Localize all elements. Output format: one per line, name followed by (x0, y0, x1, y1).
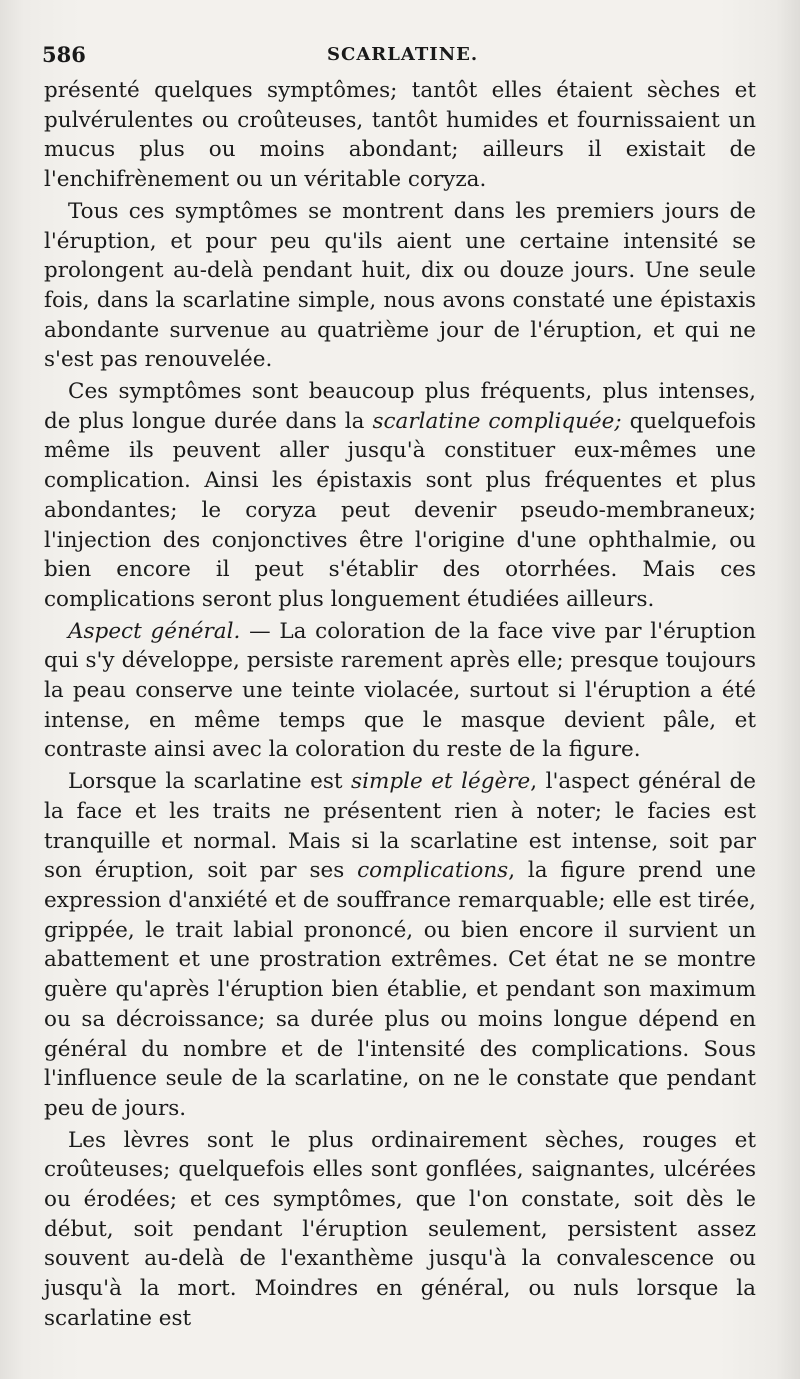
text-segment: — La coloration de la face vive par l'éruption qui s'y développe, persiste rarement après elle; presque toujours la peau conserve une teinte violacée, surtout si l'éruption a été intense, en même temps que le masque devient pâle, et contraste ainsi avec la coloration du reste de la figure. (44, 618, 756, 763)
text-segment: , l'aspect général de la face et les traits ne présentent rien à noter; le facies est tranquille et normal. Mais si la scarlatine est intense, soit par son éruption, soit par ses (44, 769, 756, 884)
text-segment: , la figure prend une expression d'anxiété et de souffrance remarquable; elle est tirée, grippée, le trait labial prononcé, ou bien encore il survient un abattement et une prostration extrêmes. Cet état ne se montre guère qu'après l'éruption bien établie, et pendant son maximum ou sa décroissance; sa durée plus ou moins longue dépend en général du nombre et de l'intensité des complications. Sous l'influence seule de la scarlatine, on ne le constate que pendant peu de jours. (44, 858, 756, 1121)
running-title: SCARLATINE. (327, 44, 479, 65)
italic-text: simple et légère (351, 769, 531, 795)
paragraph (44, 1126, 756, 1334)
paragraph (44, 617, 756, 766)
italic-text: Aspect général. (68, 618, 241, 644)
paragraph (44, 76, 756, 195)
italic-text: complications (357, 858, 509, 884)
italic-text: scarlatine compliquée; (372, 408, 622, 434)
paragraph (44, 197, 756, 375)
page-number: 586 (42, 42, 86, 67)
paragraph (44, 377, 756, 615)
page-header (42, 42, 762, 72)
text-segment: présenté quelques symptômes; tantôt elles étaient sèches et pulvérulentes ou croûteuses, tantôt humides et fournissaient un mucus plus ou moins abondant; ailleurs il existait de l'enchifrènement ou un véritable coryza. (44, 78, 756, 193)
text-segment: Ces symptômes sont beaucoup plus fréquents, plus intenses, de plus longue durée dans la (44, 379, 756, 434)
text-segment: Lorsque la scarlatine est (68, 769, 352, 795)
text-segment: Tous ces symptômes se montrent dans les premiers jours de l'éruption, et pour peu qu'ils aient une certaine intensité se prolongent au-delà pendant huit, dix ou douze jours. Une seule fois, dans la scarlatine simple, nous avons constaté une épistaxis abondante survenue au quatrième jour de l'éruption, et qui ne s'est pas renouvelée. (44, 198, 756, 373)
paragraph (44, 767, 756, 1123)
body-text (44, 76, 756, 1334)
text-segment: quelquefois même ils peuvent aller jusqu'à constituer eux-mêmes une complication. Ainsi les épistaxis sont plus fréquentes et plus abondantes; le coryza peut devenir pseudo-membraneux; l'injection des conjonctives être l'origine d'une ophthalmie, ou bien encore il peut s'établir des otorrhées. Mais ces complications seront plus longuement étudiées ailleurs. (44, 408, 756, 612)
text-segment: Les lèvres sont le plus ordinairement sèches, rouges et croûteuses; quelquefois elles sont gonflées, saignantes, ulcérées ou érodées; et ces symptômes, que l'on constate, soit dès le début, soit pendant l'éruption seulement, persistent assez souvent au-delà de l'exanthème jusqu'à la convalescence ou jusqu'à la mort. Moindres en général, ou nuls lorsque la scarlatine est (44, 1127, 756, 1331)
